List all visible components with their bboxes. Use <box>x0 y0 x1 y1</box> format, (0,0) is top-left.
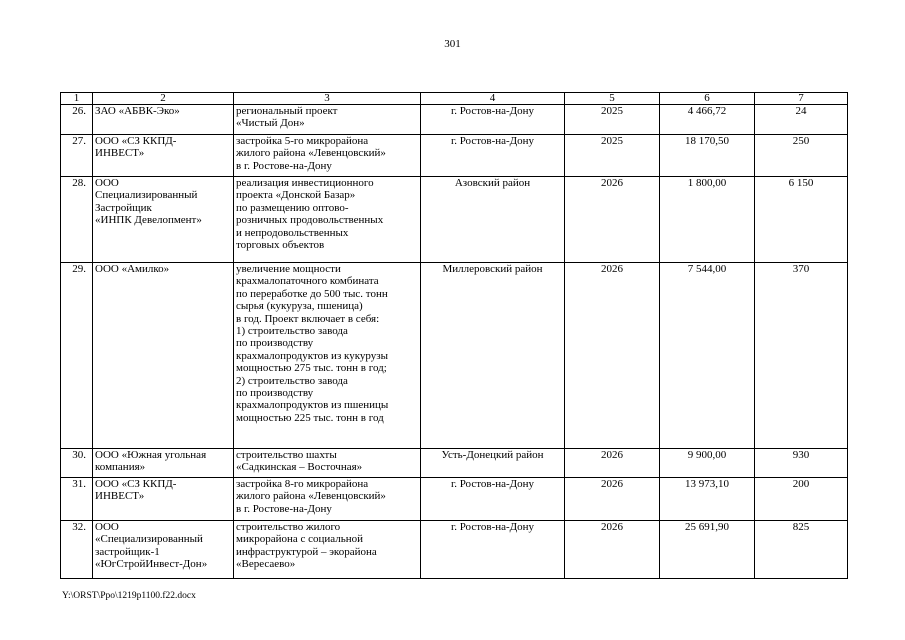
table-row <box>61 177 848 263</box>
header-cell: 5 <box>565 93 660 105</box>
table-row <box>61 478 848 521</box>
jobs-cell: 930 <box>755 449 848 478</box>
jobs-cell: 6 150 <box>755 177 848 263</box>
projects-table <box>60 92 848 579</box>
location-cell: Миллеровский район <box>421 263 565 449</box>
jobs-cell: 200 <box>755 478 848 521</box>
project-cell: региональный проект «Чистый Дон» <box>234 105 421 135</box>
amount-cell: 4 466,72 <box>660 105 755 135</box>
table-header-row <box>61 93 848 105</box>
jobs-cell: 24 <box>755 105 848 135</box>
table-row <box>61 449 848 478</box>
location-cell: г. Ростов-на-Дону <box>421 105 565 135</box>
header-cell: 1 <box>61 93 93 105</box>
year-cell: 2026 <box>565 449 660 478</box>
row-number: 28. <box>61 177 93 263</box>
company-cell: ООО «Южная угольная компания» <box>93 449 234 478</box>
project-cell: строительство жилого микрорайона с социальной инфраструктурой – экорайона «Вересаево» <box>234 521 421 579</box>
file-path-footer: Y:\ORST\Ppo\1219p1100.f22.docx <box>62 591 196 601</box>
location-cell: Усть-Донецкий район <box>421 449 565 478</box>
row-number: 27. <box>61 135 93 177</box>
jobs-cell: 370 <box>755 263 848 449</box>
company-cell: ООО «Специализированный застройщик-1 «ЮгСтройИнвест-Дон» <box>93 521 234 579</box>
amount-cell: 9 900,00 <box>660 449 755 478</box>
amount-cell: 18 170,50 <box>660 135 755 177</box>
row-number: 30. <box>61 449 93 478</box>
jobs-cell: 250 <box>755 135 848 177</box>
jobs-cell: 825 <box>755 521 848 579</box>
company-cell: ЗАО «АБВК-Эко» <box>93 105 234 135</box>
row-number: 26. <box>61 105 93 135</box>
header-cell: 3 <box>234 93 421 105</box>
location-cell: Азовский район <box>421 177 565 263</box>
row-number: 32. <box>61 521 93 579</box>
project-cell: застройка 8-го микрорайона жилого района «Левенцовский» в г. Ростове-на-Дону <box>234 478 421 521</box>
amount-cell: 13 973,10 <box>660 478 755 521</box>
location-cell: г. Ростов-на-Дону <box>421 478 565 521</box>
location-cell: г. Ростов-на-Дону <box>421 135 565 177</box>
header-cell: 2 <box>93 93 234 105</box>
header-cell: 6 <box>660 93 755 105</box>
amount-cell: 1 800,00 <box>660 177 755 263</box>
year-cell: 2026 <box>565 263 660 449</box>
amount-cell: 7 544,00 <box>660 263 755 449</box>
header-cell: 7 <box>755 93 848 105</box>
project-cell: увеличение мощности крахмалопаточного комбината по переработке до 500 тыс. тонн сырья (кукуруза, пшеница) в год. Проект включает в себя: 1) строительство завода по производству крахмалопродуктов из кукурузы мощностью 275 тыс. тонн в год; 2) строительство завода по производству крахмалопродуктов из пшеницы мощностью 225 тыс. тонн в год <box>234 263 421 449</box>
row-number: 29. <box>61 263 93 449</box>
location-cell: г. Ростов-на-Дону <box>421 521 565 579</box>
company-cell: ООО «СЗ ККПД- ИНВЕСТ» <box>93 478 234 521</box>
company-cell: ООО «Амилко» <box>93 263 234 449</box>
table-row <box>61 263 848 449</box>
year-cell: 2025 <box>565 105 660 135</box>
company-cell: ООО Специализированный Застройщик «ИНПК Девелопмент» <box>93 177 234 263</box>
year-cell: 2026 <box>565 177 660 263</box>
year-cell: 2026 <box>565 478 660 521</box>
row-number: 31. <box>61 478 93 521</box>
company-cell: ООО «СЗ ККПД- ИНВЕСТ» <box>93 135 234 177</box>
table-row <box>61 135 848 177</box>
page-number: 301 <box>444 38 461 50</box>
project-cell: строительство шахты «Садкинская – Восточная» <box>234 449 421 478</box>
header-cell: 4 <box>421 93 565 105</box>
year-cell: 2026 <box>565 521 660 579</box>
project-cell: застройка 5-го микрорайона жилого района «Левенцовский» в г. Ростове-на-Дону <box>234 135 421 177</box>
project-cell: реализация инвестиционного проекта «Донской Базар» по размещению оптово- розничных продовольственных и непродовольственных торговых объектов <box>234 177 421 263</box>
table-row <box>61 105 848 135</box>
amount-cell: 25 691,90 <box>660 521 755 579</box>
year-cell: 2025 <box>565 135 660 177</box>
table-row <box>61 521 848 579</box>
